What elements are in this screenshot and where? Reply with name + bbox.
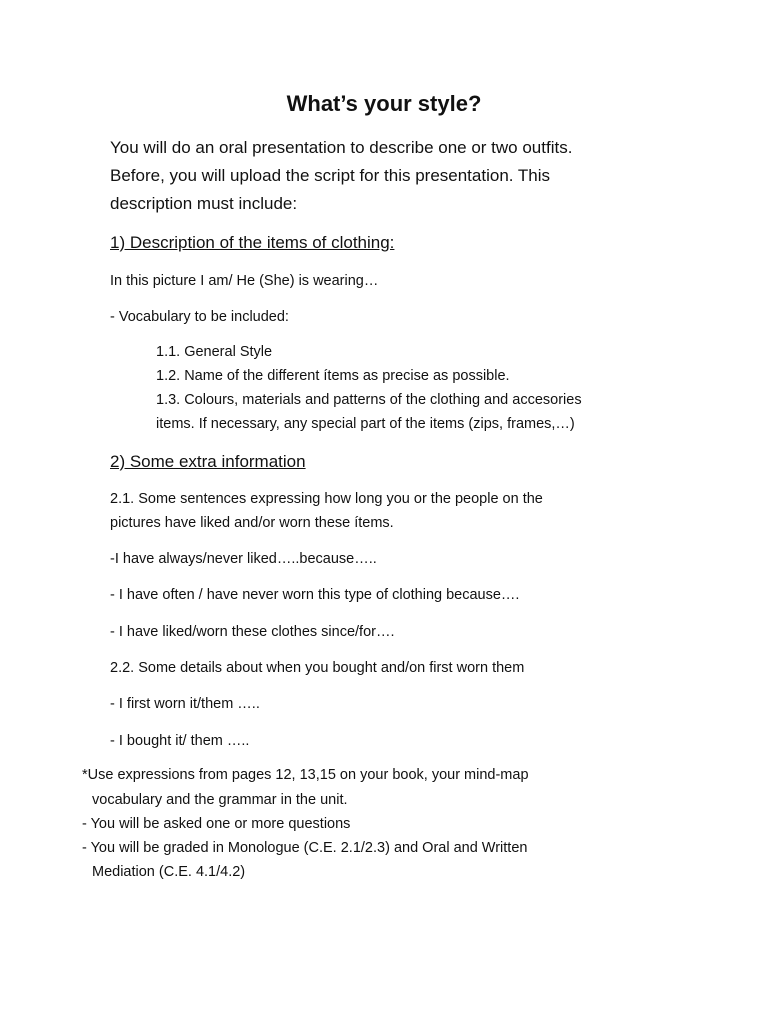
item-2-2: 2.2. Some details about when you bought and/on first worn them: [110, 660, 525, 676]
list-item-1-3-continued: items. If necessary, any special part of the items (zips, frames,…): [156, 416, 575, 432]
example-sentence: - I bought it/ them …..: [110, 733, 250, 749]
note-line: - You will be asked one or more questions: [82, 816, 351, 832]
example-sentence: - I have liked/worn these clothes since/for….: [110, 624, 395, 640]
list-item-1-2: 1.2. Name of the different ítems as precise as possible.: [156, 368, 510, 384]
example-sentence: - I first worn it/them …..: [110, 696, 260, 712]
vocabulary-intro: - Vocabulary to be included:: [110, 309, 289, 325]
note-line: Mediation (C.E. 4.1/4.2): [92, 864, 246, 880]
note-line: vocabulary and the grammar in the unit.: [92, 792, 348, 808]
note-line: *Use expressions from pages 12, 13,15 on your book, your mind-map: [82, 767, 529, 783]
page-title: What’s your style?: [286, 91, 482, 116]
note-line: - You will be graded in Monologue (C.E. 2.1/2.3) and Oral and Written: [82, 840, 528, 856]
example-sentence: - I have often / have never worn this type of clothing because….: [110, 587, 520, 603]
intro-line: You will do an oral presentation to describe one or two outfits.: [110, 138, 573, 157]
section-1-heading: 1) Description of the items of clothing:: [110, 233, 395, 252]
list-item-1-1: 1.1. General Style: [156, 344, 273, 360]
intro-line: description must include:: [110, 194, 298, 213]
item-2-1-line: pictures have liked and/or worn these ítems.: [110, 515, 394, 531]
example-sentence: -I have always/never liked…..because…..: [110, 551, 377, 567]
section-2-heading: 2) Some extra information: [110, 452, 306, 471]
wearing-sentence: In this picture I am/ He (She) is wearing…: [110, 273, 379, 289]
list-item-1-3: 1.3. Colours, materials and patterns of the clothing and accesories: [156, 392, 582, 408]
intro-line: Before, you will upload the script for this presentation. This: [110, 166, 551, 185]
item-2-1-line: 2.1. Some sentences expressing how long you or the people on the: [110, 491, 543, 507]
intro-paragraph: [110, 134, 670, 218]
